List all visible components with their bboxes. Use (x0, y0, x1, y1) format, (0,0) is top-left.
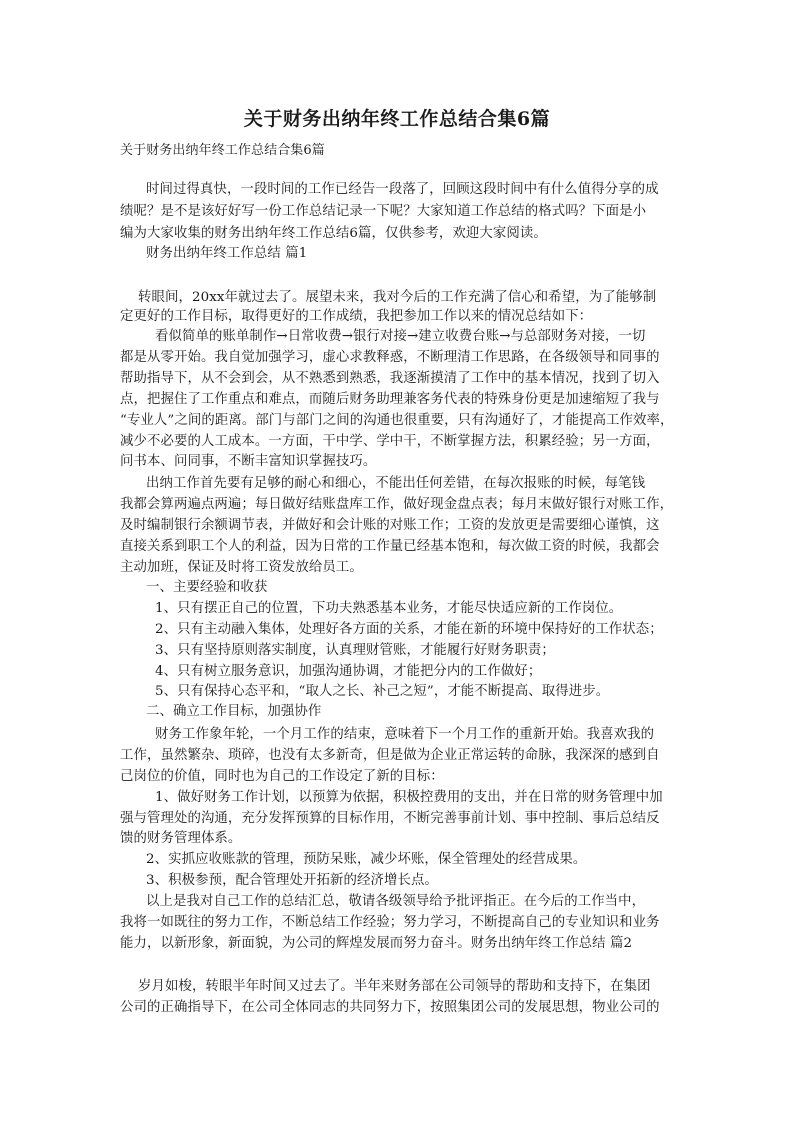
text-line: 定更好的工作目标，取得更好的工作成绩，我把参加工作以来的情况总结如下： (120, 309, 593, 324)
text-line: 工作，虽然繁杂、琐碎，也没有太多新奇，但是做为企业正常运转的命脉，我深深的感到自 (120, 748, 660, 763)
text-line: 帮助指导下，从不会到会，从不熟悉到熟悉，我逐渐摸清了工作中的基本情况，找到了切入 (120, 371, 660, 386)
section-heading: 财务出纳年终工作总结 篇1 (146, 246, 308, 261)
text-line: 直接关系到职工个人的利益，因为日常的工作量已经基本饱和，每次做工资的时候，我都会 (120, 539, 660, 554)
list-item: 5、只有保持心态平和，“取人之长、补己之短”，才能不断提高、取得进步。 (155, 684, 610, 699)
list-item: 4、只有树立服务意识，加强沟通协调，才能把分内的工作做好； (155, 664, 542, 679)
text-line: 都是从零开始。我自觉加强学习，虚心求教释惑，不断理清工作思路，在各级领导和同事的 (120, 350, 660, 365)
text-line: 点，把握住了工作重点和难点，而随后财务助理兼客务代表的特殊身份更是加速缩短了我与 (120, 392, 660, 407)
text-line: 转眼间，20xx年就过去了。展望未来，我对今后的工作充满了信心和希望，为了能够制 (138, 290, 657, 305)
text-line: 问书本、问同事，不断丰富知识掌握技巧。 (120, 454, 377, 469)
text-line: 主动加班，保证及时将工资发放给员工。 (120, 560, 363, 575)
section-heading: 二、确立工作目标，加强协作 (146, 704, 322, 719)
text-line: 己岗位的价值，同时也为自己的工作设定了新的目标： (120, 769, 444, 784)
text-line: 及时编制银行余额调节表，并做好和会计账的对账工作；工资的发放更是需要细心谨慎，这 (120, 518, 660, 533)
document-title: 关于财务出纳年终工作总结合集6篇 (243, 108, 551, 130)
list-item: 1、只有摆正自己的位置，下功夫熟悉基本业务，才能尽快适应新的工作岗位。 (155, 601, 623, 616)
list-item: 2、只有主动融入集体，处理好各方面的关系，才能在新的环境中保持好的工作状态； (155, 622, 663, 637)
text-line: “专业人”之间的距离。部门与部门之间的沟通也很重要，只有沟通好了，才能提高工作效率， (120, 413, 674, 428)
text-line: 看似简单的账单制作→日常收费→银行对接→建立收费台账→与总部财务对接，一切 (155, 329, 646, 344)
text-line: 减少不必要的人工成本。一方面，干中学、学中干，不断掌握方法，积累经验；另一方面， (120, 434, 660, 449)
list-item: 2、实抓应收账款的管理，预防呆账，减少坏账，保全管理处的经营成果。 (146, 852, 587, 867)
text-line: 财务工作象年轮，一个月工作的结束，意味着下一个月工作的重新开始。我喜欢我的 (155, 727, 655, 742)
text-line: 编为大家收集的财务出纳年终工作总结6篇，仅供参考，欢迎大家阅读。 (120, 226, 547, 241)
text-line: 出纳工作首先要有足够的耐心和细心，不能出任何差错，在每次报账的时候，每笔钱 (146, 476, 646, 491)
text-line: 我都会算两遍点两遍；每日做好结账盘库工作，做好现金盘点表；每月末做好银行对账工作， (120, 497, 674, 512)
text-line: 以上是我对自己工作的总结汇总，敬请各级领导给予批评指正。在今后的工作当中， (146, 894, 646, 909)
document-subtitle: 关于财务出纳年终工作总结合集6篇 (120, 143, 325, 158)
text-line: 我将一如既往的努力工作，不断总结工作经验；努力学习，不断提高自己的专业知识和业务 (120, 915, 660, 930)
text-line: 公司的正确指导下，在公司全体同志的共同努力下，按照集团公司的发展思想，物业公司的 (120, 1000, 660, 1015)
section-heading: 一、主要经验和收获 (146, 580, 268, 595)
list-item: 3、只有坚持原则落实制度，认真理财管账，才能履行好财务职责； (155, 643, 555, 658)
list-item: 1、做好财务工作计划，以预算为依据，积极控费用的支出，并在日常的财务管理中加 (155, 790, 663, 805)
text-line: 强与管理处的沟通，充分发挥预算的目标作用，不断完善事前计划、事中控制、事后总结反 (120, 811, 660, 826)
text-line: 时间过得真快，一段时间的工作已经告一段落了，回顾这段时间中有什么值得分享的成 (146, 182, 659, 197)
text-line: 绩呢？是不是该好好写一份工作总结记录一下呢？大家知道工作总结的格式吗？下面是小 (120, 204, 647, 219)
text-line: 馈的财务管理体系。 (120, 831, 242, 846)
text-line: 岁月如梭，转眼半年时间又过去了。半年来财务部在公司领导的帮助和支持下，在集团 (138, 979, 651, 994)
text-line: 能力，以新形象，新面貌，为公司的辉煌发展而努力奋斗。财务出纳年终工作总结 篇2 (120, 936, 633, 951)
list-item: 3、积极参预，配合管理处开拓新的经济增长点。 (146, 873, 438, 888)
